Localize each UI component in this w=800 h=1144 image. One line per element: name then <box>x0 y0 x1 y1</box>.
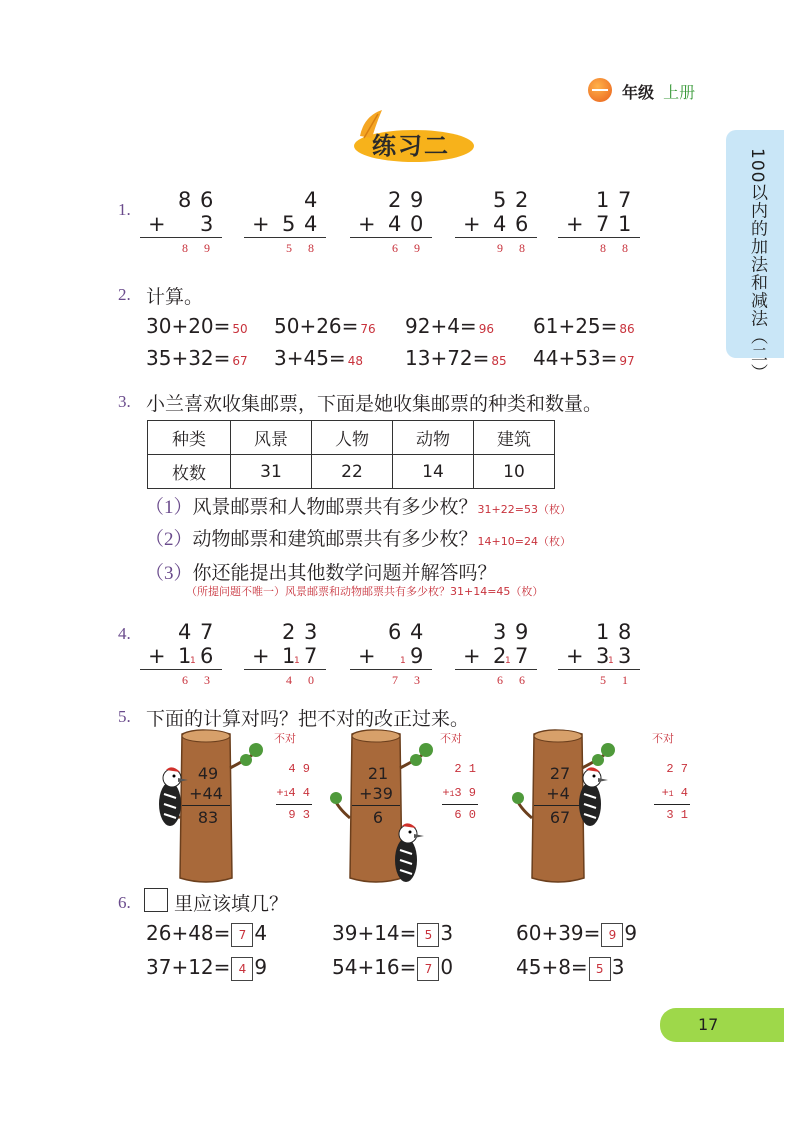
digit: 2 <box>515 188 529 212</box>
table-cell: 31 <box>231 455 312 489</box>
equation <box>405 314 494 338</box>
digit: 3 <box>618 644 632 668</box>
fix-carry: 1 <box>668 790 674 799</box>
trailing-digit: 4 <box>254 921 268 945</box>
table-cell: 枚数 <box>148 455 231 489</box>
fix-digits: 3 9 <box>454 786 476 800</box>
addend-bottom <box>350 212 432 236</box>
expression: 45+8= <box>516 955 588 979</box>
digit: 6 <box>200 188 214 212</box>
answer <box>140 238 222 256</box>
digit: 9 <box>515 620 529 644</box>
fix-top: 2 7 <box>666 762 688 776</box>
digit: 1 <box>596 620 610 644</box>
addend-bottom <box>244 644 326 668</box>
trunk-top: 27 <box>549 764 571 783</box>
digit: 8 <box>618 620 632 644</box>
addend-bottom <box>455 212 537 236</box>
addend-top <box>558 188 640 212</box>
chapter-tab-text: 100以内的加法和减法（二） <box>747 148 767 382</box>
vertical-addition <box>140 620 222 688</box>
q3-extra-answer: （所提问题不唯一）风景邮票和动物邮票共有多少枚？31+14=45（枚） <box>186 585 544 598</box>
plus-sign: + <box>252 212 270 236</box>
q3-number: 3. <box>118 392 131 411</box>
addend-bottom <box>244 212 326 236</box>
digit: 9 <box>410 644 424 668</box>
answer-digit: 5 <box>600 673 606 687</box>
equation <box>146 314 248 338</box>
plus-sign: + <box>358 644 376 668</box>
equation <box>274 346 363 370</box>
carry-mark: 1 <box>190 656 196 666</box>
digit: 1 <box>282 644 296 668</box>
tree-problem <box>512 728 712 888</box>
trailing-digit: 3 <box>611 955 625 979</box>
addend-top <box>455 188 537 212</box>
answer-box[interactable]: 4 <box>231 957 253 981</box>
digit: 4 <box>493 212 507 236</box>
fix-plus: + <box>276 786 284 800</box>
q6-number: 6. <box>118 893 131 912</box>
addend-top <box>244 620 326 644</box>
blank-box-icon <box>144 888 168 912</box>
vertical-addition <box>455 620 537 688</box>
table-cell: 建筑 <box>474 421 555 455</box>
expression: 30+20= <box>146 314 231 338</box>
digit: 4 <box>388 212 402 236</box>
digit: 5 <box>493 188 507 212</box>
plus-sign: + <box>148 212 166 236</box>
answer-digit: 8 <box>519 241 525 255</box>
sub-text: 风景邮票和人物邮票共有多少枚？ <box>192 496 478 518</box>
q3-sub-3 <box>145 558 497 585</box>
trunk-top: 21 <box>367 764 389 783</box>
equation <box>274 314 376 338</box>
answer <box>244 238 326 256</box>
expression: 35+32= <box>146 346 231 370</box>
addend-top <box>350 620 432 644</box>
fill-equation <box>516 955 624 981</box>
fill-equation <box>332 955 453 981</box>
table-cell: 10 <box>474 455 555 489</box>
trunk-top: 49 <box>197 764 219 783</box>
addend-bottom <box>558 644 640 668</box>
trunk-bottom: +4 <box>546 784 570 803</box>
fix-carry: 1 <box>449 790 455 799</box>
digit: 6 <box>388 620 402 644</box>
expression: 37+12= <box>146 955 231 979</box>
addend-top <box>455 620 537 644</box>
answer-box[interactable]: 7 <box>231 923 253 947</box>
fill-equation <box>146 921 267 947</box>
sub-text: 你还能提出其他数学问题并解答吗？ <box>192 562 497 584</box>
verdict: 不对 <box>274 732 296 745</box>
plus-sign: + <box>566 644 584 668</box>
sub-label: （3） <box>145 563 193 584</box>
vertical-addition <box>558 188 640 256</box>
page-number: 17 <box>698 1015 719 1034</box>
addend-bottom <box>140 644 222 668</box>
answer-digit: 8 <box>308 241 314 255</box>
table-cell: 22 <box>312 455 393 489</box>
fix-bottom <box>272 786 310 800</box>
addend-top <box>350 188 432 212</box>
addend-top <box>558 620 640 644</box>
digit: 2 <box>282 620 296 644</box>
answer-digit: 9 <box>204 241 210 255</box>
answer <box>558 670 640 688</box>
answer-digit: 8 <box>622 241 628 255</box>
answer: 48 <box>347 354 363 368</box>
trunk-result: 83 <box>197 808 219 827</box>
expression: 26+48= <box>146 921 231 945</box>
trunk-line <box>352 805 400 806</box>
fix-digits: 4 4 <box>288 786 310 800</box>
plus-sign: + <box>566 212 584 236</box>
addend-bottom <box>140 212 222 236</box>
carry-mark: 1 <box>400 656 406 666</box>
q5-text: 下面的计算对吗？把不对的改正过来。 <box>146 708 470 730</box>
q3-sub-1 <box>145 492 571 519</box>
tree-problem <box>330 728 530 888</box>
fill-equation <box>146 955 267 981</box>
fill-equation <box>332 921 453 947</box>
plus-sign: + <box>252 644 270 668</box>
digit: 8 <box>178 188 192 212</box>
answer: 76 <box>360 322 376 336</box>
digit: 3 <box>200 212 214 236</box>
stamp-table-header <box>148 421 555 455</box>
q3-text: 小兰喜欢收集邮票，下面是她收集邮票的种类和数量。 <box>146 393 603 415</box>
q2-label: 计算。 <box>146 286 204 308</box>
fix-digits: 4 <box>673 786 688 800</box>
answer <box>140 670 222 688</box>
digit: 4 <box>178 620 192 644</box>
answer-digit: 8 <box>182 241 188 255</box>
vertical-addition <box>455 188 537 256</box>
digit: 1 <box>596 188 610 212</box>
plus-sign: + <box>463 644 481 668</box>
expression: 61+25= <box>533 314 618 338</box>
answer-digit: 4 <box>286 673 292 687</box>
page-number-badge <box>660 1008 784 1042</box>
digit: 2 <box>388 188 402 212</box>
answer: 97 <box>619 354 635 368</box>
sub-label: （1） <box>145 497 193 518</box>
expression: 39+14= <box>332 921 417 945</box>
addend-bottom <box>350 644 432 668</box>
vertical-addition <box>350 188 432 256</box>
carry-mark: 1 <box>294 656 300 666</box>
equation <box>146 346 248 370</box>
title-text: 练习二 <box>372 132 450 160</box>
fix-line <box>442 804 478 805</box>
addend-top <box>140 620 222 644</box>
digit: 4 <box>304 188 318 212</box>
woodpecker-icon <box>388 820 424 890</box>
answer-digit: 6 <box>182 673 188 687</box>
answer-digit: 6 <box>497 673 503 687</box>
verdict: 不对 <box>440 732 462 745</box>
expression: 3+45= <box>274 346 346 370</box>
fill-equation <box>516 921 637 947</box>
digit: 9 <box>410 188 424 212</box>
vertical-addition <box>140 188 222 256</box>
answer-digit: 9 <box>414 241 420 255</box>
digit: 7 <box>200 620 214 644</box>
fix-top: 2 1 <box>454 762 476 776</box>
answer-digit: 7 <box>392 673 398 687</box>
addend-bottom <box>455 644 537 668</box>
volume-text: 上册 <box>663 83 696 102</box>
plus-sign: + <box>463 212 481 236</box>
trailing-digit: 9 <box>254 955 268 979</box>
addend-top <box>140 188 222 212</box>
carry-mark: 1 <box>608 656 614 666</box>
sub-answer: 14+10=24（枚） <box>477 535 571 548</box>
grade-badge <box>588 78 612 102</box>
answer <box>244 670 326 688</box>
answer <box>455 670 537 688</box>
vertical-addition <box>350 620 432 688</box>
plus-sign: + <box>358 212 376 236</box>
q6-text: 里应该填几？ <box>174 893 289 915</box>
answer: 86 <box>619 322 635 336</box>
vertical-addition <box>244 188 326 256</box>
stamp-table-row <box>148 455 555 489</box>
carry-mark: 1 <box>505 656 511 666</box>
fix-line <box>276 804 312 805</box>
addend-bottom <box>558 212 640 236</box>
addend-top <box>244 188 326 212</box>
answer-box[interactable]: 7 <box>417 957 439 981</box>
answer-digit: 9 <box>497 241 503 255</box>
expression: 44+53= <box>533 346 618 370</box>
trunk-bottom: +39 <box>359 784 393 803</box>
section-title <box>342 108 476 164</box>
answer-digit: 6 <box>392 241 398 255</box>
q4-number: 4. <box>118 624 131 643</box>
digit: 7 <box>304 644 318 668</box>
q1-number: 1. <box>118 200 131 219</box>
digit: 0 <box>410 212 424 236</box>
table-cell: 14 <box>393 455 474 489</box>
q3-sub-2 <box>145 524 571 551</box>
answer-digit: 3 <box>204 673 210 687</box>
digit: 1 <box>618 212 632 236</box>
trunk-bottom: +44 <box>189 784 223 803</box>
expression: 54+16= <box>332 955 417 979</box>
fix-plus: + <box>661 786 669 800</box>
digit: 7 <box>596 212 610 236</box>
answer: 50 <box>232 322 248 336</box>
answer-digit: 8 <box>600 241 606 255</box>
answer-box[interactable]: 5 <box>417 923 439 947</box>
digit: 5 <box>282 212 296 236</box>
answer-box[interactable]: 9 <box>601 923 623 947</box>
table-cell: 人物 <box>312 421 393 455</box>
grade-digit <box>588 80 612 81</box>
grade-text: 年级 <box>622 83 655 102</box>
fix-line <box>654 804 690 805</box>
stamp-table <box>147 420 555 489</box>
sub-answer: 31+22=53（枚） <box>477 503 571 516</box>
answer-digit: 3 <box>414 673 420 687</box>
digit: 6 <box>200 644 214 668</box>
digit: 3 <box>304 620 318 644</box>
equation <box>533 314 635 338</box>
trunk-result: 6 <box>372 808 384 827</box>
q2-number: 2. <box>118 285 131 304</box>
expression: 60+39= <box>516 921 601 945</box>
expression: 13+72= <box>405 346 490 370</box>
answer <box>350 238 432 256</box>
answer-digit: 1 <box>622 673 628 687</box>
answer <box>558 238 640 256</box>
answer: 96 <box>478 322 494 336</box>
fix-bottom <box>438 786 476 800</box>
fix-result: 9 3 <box>288 808 310 822</box>
answer <box>350 670 432 688</box>
grade-label <box>622 80 695 103</box>
digit: 3 <box>493 620 507 644</box>
expression: 92+4= <box>405 314 477 338</box>
answer-digit: 0 <box>308 673 314 687</box>
digit: 4 <box>304 212 318 236</box>
fix-plus: + <box>442 786 450 800</box>
sub-label: （2） <box>145 529 193 550</box>
q5-number: 5. <box>118 707 131 726</box>
digit: 3 <box>596 644 610 668</box>
table-cell: 动物 <box>393 421 474 455</box>
trailing-digit: 3 <box>440 921 454 945</box>
digit: 4 <box>410 620 424 644</box>
digit: 7 <box>515 644 529 668</box>
answer: 67 <box>232 354 248 368</box>
verdict: 不对 <box>652 732 674 745</box>
fix-carry: 1 <box>283 790 289 799</box>
sub-text: 动物邮票和建筑邮票共有多少枚？ <box>192 528 478 550</box>
answer: 85 <box>491 354 507 368</box>
fix-result: 3 1 <box>666 808 688 822</box>
trunk-line <box>534 805 582 806</box>
digit: 2 <box>493 644 507 668</box>
equation <box>533 346 635 370</box>
table-cell: 风景 <box>231 421 312 455</box>
vertical-addition <box>244 620 326 688</box>
equation <box>405 346 507 370</box>
plus-sign: + <box>148 644 166 668</box>
answer-digit: 6 <box>519 673 525 687</box>
expression: 50+26= <box>274 314 359 338</box>
trunk-result: 67 <box>549 808 571 827</box>
trailing-digit: 9 <box>624 921 638 945</box>
trailing-digit: 0 <box>440 955 454 979</box>
table-cell: 种类 <box>148 421 231 455</box>
vertical-addition <box>558 620 640 688</box>
fix-top: 4 9 <box>288 762 310 776</box>
answer-digit: 5 <box>286 241 292 255</box>
fix-result: 6 0 <box>454 808 476 822</box>
answer <box>455 238 537 256</box>
answer-box[interactable]: 5 <box>589 957 611 981</box>
digit: 6 <box>515 212 529 236</box>
fix-bottom <box>650 786 688 800</box>
digit: 1 <box>178 644 192 668</box>
digit: 7 <box>618 188 632 212</box>
trunk-line <box>182 805 230 806</box>
